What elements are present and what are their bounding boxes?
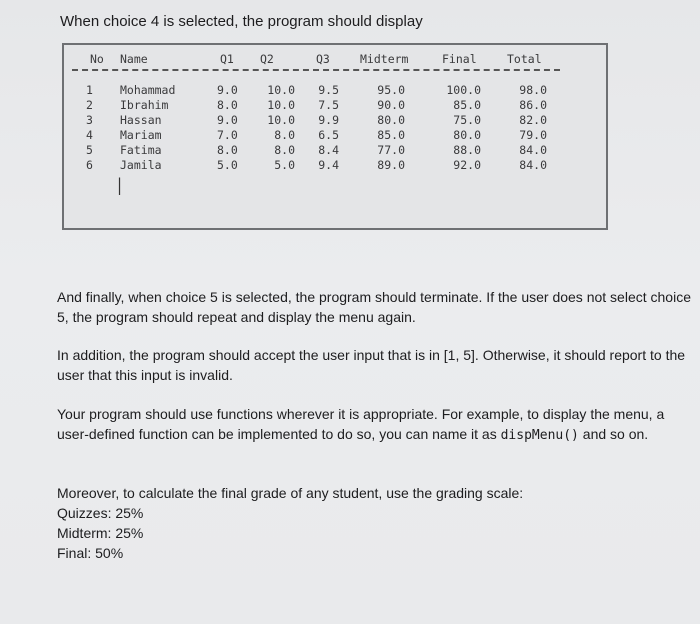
- cell-q1: 9.0: [217, 83, 238, 97]
- cell-q1: 9.0: [217, 113, 238, 127]
- grading-intro: Moreover, to calculate the final grade of any student, use the grading scale:: [57, 485, 524, 501]
- grading-scale-block: [57, 483, 692, 563]
- column-header-midterm: Midterm: [360, 52, 409, 66]
- cell-name: Jamila: [120, 158, 162, 172]
- cell-name: Fatima: [120, 143, 162, 157]
- column-header-no: No: [90, 52, 104, 66]
- paragraph-functions: [57, 404, 692, 446]
- cell-name: Mohammad: [120, 83, 176, 97]
- functions-text-start: Your program should use functions wherever it is appropriate. For example, to display the menu, a user-defined function can be implemented to do so, you can name it as: [57, 406, 665, 442]
- cell-no: 2: [86, 98, 93, 112]
- cell-q3: 9.4: [318, 158, 339, 172]
- cell-q2: 10.0: [267, 98, 295, 112]
- cell-total: 79.0: [519, 128, 547, 142]
- cell-total: 82.0: [519, 113, 547, 127]
- grading-midterm: Midterm: 25%: [57, 525, 144, 541]
- cell-midterm: 85.0: [377, 128, 405, 142]
- cell-final: 85.0: [453, 98, 481, 112]
- column-header-q2: Q2: [260, 52, 274, 66]
- cell-final: 80.0: [453, 128, 481, 142]
- column-header-name: Name: [120, 52, 148, 66]
- grading-quizzes: Quizzes: 25%: [57, 505, 144, 521]
- cell-midterm: 90.0: [377, 98, 405, 112]
- cell-no: 4: [86, 128, 93, 142]
- column-header-q3: Q3: [316, 52, 330, 66]
- functions-text-end: and so on.: [578, 426, 649, 442]
- console-output-table: [62, 43, 608, 230]
- cell-q3: 9.9: [318, 113, 339, 127]
- cell-midterm: 80.0: [377, 113, 405, 127]
- cell-final: 92.0: [453, 158, 481, 172]
- cell-name: Ibrahim: [120, 98, 169, 112]
- cell-q2: 10.0: [267, 113, 295, 127]
- cell-total: 98.0: [519, 83, 547, 97]
- paragraph-input-validation: In addition, the program should accept the user input that is in [1, 5]. Otherwise, it should report to the user that this input is invalid.: [57, 347, 686, 383]
- cell-q1: 8.0: [217, 143, 238, 157]
- cell-q2: 5.0: [274, 158, 295, 172]
- cell-final: 75.0: [453, 113, 481, 127]
- cell-name: Hassan: [120, 113, 162, 127]
- section-heading: When choice 4 is selected, the program should display: [60, 13, 423, 30]
- cell-midterm: 77.0: [377, 143, 405, 157]
- cell-q1: 5.0: [217, 158, 238, 172]
- column-header-total: Total: [507, 52, 542, 66]
- cell-q1: 8.0: [217, 98, 238, 112]
- cell-name: Mariam: [120, 128, 162, 142]
- cell-no: 3: [86, 113, 93, 127]
- cell-q3: 6.5: [318, 128, 339, 142]
- cell-final: 100.0: [446, 83, 481, 97]
- text-cursor-icon: I: [116, 173, 124, 201]
- cell-total: 86.0: [519, 98, 547, 112]
- cell-q2: 10.0: [267, 83, 295, 97]
- cell-q1: 7.0: [217, 128, 238, 142]
- cell-midterm: 95.0: [377, 83, 405, 97]
- header-divider: [72, 69, 560, 71]
- cell-no: 6: [86, 158, 93, 172]
- cell-q3: 8.4: [318, 143, 339, 157]
- cell-q3: 9.5: [318, 83, 339, 97]
- column-header-final: Final: [442, 52, 477, 66]
- cell-q3: 7.5: [318, 98, 339, 112]
- cell-midterm: 89.0: [377, 158, 405, 172]
- column-header-q1: Q1: [220, 52, 234, 66]
- cell-q2: 8.0: [274, 143, 295, 157]
- grading-final: Final: 50%: [57, 545, 124, 561]
- cell-total: 84.0: [519, 143, 547, 157]
- cell-no: 5: [86, 143, 93, 157]
- paragraph-termination: And finally, when choice 5 is selected, the program should terminate. If the user does not select choice 5, the program should repeat and display the menu again.: [57, 289, 691, 325]
- cell-q2: 8.0: [274, 128, 295, 142]
- cell-total: 84.0: [519, 158, 547, 172]
- cell-no: 1: [86, 83, 93, 97]
- function-name-code: dispMenu(): [500, 428, 579, 443]
- cell-final: 88.0: [453, 143, 481, 157]
